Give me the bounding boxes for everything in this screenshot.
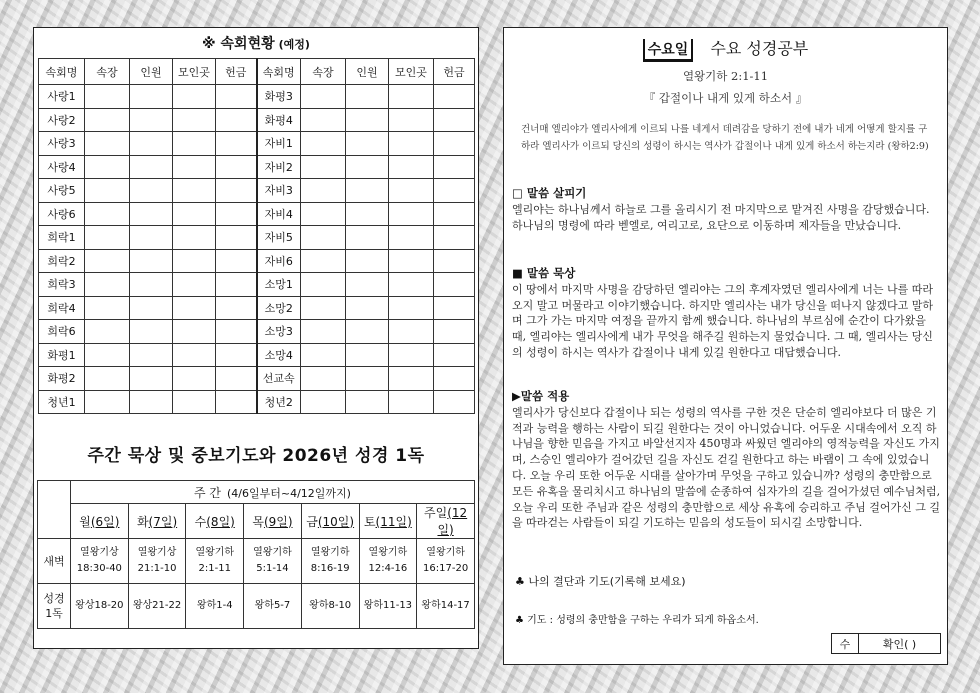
group-name: 사랑4 [39,155,85,179]
roster-entry-cell[interactable] [346,273,389,297]
roster-entry-cell[interactable] [389,296,434,320]
day-header: 주일(12일) [417,504,475,539]
roster-row [39,296,475,320]
dawn-row [38,539,475,584]
roster-entry-cell[interactable] [389,226,434,250]
roster-entry-cell[interactable] [130,367,173,391]
roster-row [39,85,475,109]
roster-entry-cell[interactable] [346,155,389,179]
roster-entry-cell[interactable] [346,367,389,391]
roster-entry-cell[interactable] [301,179,346,203]
roster-entry-cell[interactable] [173,155,216,179]
group-name: 사랑5 [39,179,85,203]
roster-header-cell: 속장 [301,59,346,85]
roster-entry-cell[interactable] [130,273,173,297]
group-name: 자비5 [257,226,301,250]
section-body: 엘리사가 당신보다 갑절이나 되는 성령의 역사를 구한 것은 단순히 엘리야보다 더 많은 기적과 능력을 행하는 사람이 되길 원한다는 것이 아니었습니다. 어두운 시대속에서 오직 하나님을 향한 믿음을 가지고 바알선지자 450명과 싸웠던 엘리야의 영적능력을 자신도 가지며, 스승인 엘리야가 걸어갔던 길을 자신도 걷길 원한다고 하는 바램이 그 속에 있었습니다. 오늘 우리 또한 어두운 시대를 살아가며 무엇을 구하고 있습니까? 성령의 충만함으로 모든 유혹을 물리치시고 하나님의 말씀에 순종하여 십자가의 길을 걸어가셨던 예수님처럼, 오늘 우리 또한 주님과 같은 성령의 충만함으로 세상 유혹에 승리하고 주님 걸어가신 그 길을 따라걷는 사람들이 되길 기도하는 믿음의 성도들이 되시길 소망합니다. [512,405,941,530]
roster-row [39,132,475,156]
roster-entry-cell[interactable] [346,179,389,203]
study-header [504,36,947,62]
roster-entry-cell[interactable] [173,179,216,203]
group-name: 화평4 [257,108,301,132]
roster-entry-cell[interactable] [301,202,346,226]
group-name: 자비2 [257,155,301,179]
group-name: 화평2 [39,367,85,391]
roster-entry-cell[interactable] [301,296,346,320]
roster-entry-cell[interactable] [130,85,173,109]
roster-entry-cell[interactable] [216,155,257,179]
roster-row [39,179,475,203]
week-period: 주 간 (4/6일부터~4/12일까지) [71,481,475,504]
roster-entry-cell[interactable] [130,390,173,414]
group-name: 사랑1 [39,85,85,109]
roster-entry-cell[interactable] [216,320,257,344]
roster-entry-cell[interactable] [346,390,389,414]
section-heading: ■ 말씀 묵상 [512,266,576,280]
roster-row [39,367,475,391]
roster-entry-cell[interactable] [216,249,257,273]
roster-row [39,320,475,344]
bible-reading: 왕하14-17 [417,584,475,629]
section-observe [512,186,942,233]
roster-entry-cell[interactable] [301,155,346,179]
prayer-line: ♣ 기도 : 성령의 충만함을 구하는 우리가 되게 하옵소서. [515,615,759,626]
group-name: 자비6 [257,249,301,273]
group-name: 희락1 [39,226,85,250]
day-header: 수(8일) [186,504,244,539]
roster-header-cell: 헌금 [216,59,257,85]
roster-entry-cell[interactable] [130,108,173,132]
roster-entry-cell[interactable] [434,179,475,203]
roster-entry-cell[interactable] [434,132,475,156]
roster-row [39,273,475,297]
left-page [33,27,479,649]
roster-row [39,390,475,414]
section-apply [512,389,942,531]
roster-entry-cell[interactable] [389,202,434,226]
roster-table [38,58,475,414]
roster-entry-cell[interactable] [85,108,130,132]
roster-entry-cell[interactable] [173,202,216,226]
roster-entry-cell[interactable] [130,202,173,226]
roster-entry-cell[interactable] [346,202,389,226]
roster-entry-cell[interactable] [216,85,257,109]
bible-reading: 왕하11-13 [359,584,417,629]
dawn-reading: 열왕기상 18:30-40 [71,539,129,584]
roster-header-cell: 헌금 [434,59,475,85]
section-heading: ▶말씀 적용 [512,389,570,403]
roster-entry-cell[interactable] [434,390,475,414]
bible-reading: 왕하5-7 [244,584,302,629]
confirm-label: 수 [832,634,859,653]
roster-title: ※ 속회현황 (예정) [202,36,310,52]
confirm-field[interactable]: 확인( ) [882,637,917,651]
roster-entry-cell[interactable] [434,367,475,391]
roster-header-cell: 인원 [346,59,389,85]
roster-entry-cell[interactable] [216,390,257,414]
roster-entry-cell[interactable] [130,343,173,367]
roster-entry-cell[interactable] [434,273,475,297]
roster-entry-cell[interactable] [85,343,130,367]
group-name: 화평3 [257,85,301,109]
roster-entry-cell[interactable] [130,155,173,179]
group-name: 소망2 [257,296,301,320]
day-header: 목(9일) [244,504,302,539]
group-name: 희락3 [39,273,85,297]
group-name: 소망4 [257,343,301,367]
bible-reading: 왕상21-22 [128,584,186,629]
roster-entry-cell[interactable] [389,85,434,109]
roster-entry-cell[interactable] [434,296,475,320]
roster-entry-cell[interactable] [216,343,257,367]
roster-header-cell: 속장 [85,59,130,85]
roster-entry-cell[interactable] [130,226,173,250]
roster-row [39,155,475,179]
roster-entry-cell[interactable] [346,343,389,367]
roster-entry-cell[interactable] [389,249,434,273]
roster-entry-cell[interactable] [346,296,389,320]
roster-entry-cell[interactable] [434,202,475,226]
roster-entry-cell[interactable] [389,179,434,203]
group-name: 소망1 [257,273,301,297]
right-page [503,27,948,665]
confirm-box [831,633,941,654]
study-title: 수요 성경공부 [710,39,809,58]
roster-row [39,226,475,250]
roster-entry-cell[interactable] [301,85,346,109]
roster-entry-cell[interactable] [216,108,257,132]
dawn-reading: 열왕기상 21:1-10 [128,539,186,584]
roster-row [39,249,475,273]
dawn-reading: 열왕기하 5:1-14 [244,539,302,584]
group-name: 사랑6 [39,202,85,226]
roster-row [39,343,475,367]
day-header: 화(7일) [128,504,186,539]
roster-entry-cell[interactable] [389,273,434,297]
roster-header-cell: 인원 [130,59,173,85]
wednesday-badge: 수요일 [643,39,694,62]
bible-reading: 왕하1-4 [186,584,244,629]
group-name: 희락6 [39,320,85,344]
bible-row [38,584,475,629]
roster-entry-cell[interactable] [173,390,216,414]
roster-entry-cell[interactable] [85,226,130,250]
dawn-reading: 열왕기하 8:16-19 [301,539,359,584]
roster-title-sub: (예정) [278,38,310,51]
group-name: 사랑2 [39,108,85,132]
day-header: 금(10일) [301,504,359,539]
section-meditate [512,266,942,361]
roster-entry-cell[interactable] [346,249,389,273]
dawn-reading: 열왕기하 12:4-16 [359,539,417,584]
roster-entry-cell[interactable] [301,108,346,132]
week-days-row [38,504,475,539]
roster-entry-cell[interactable] [389,132,434,156]
dawn-reading: 열왕기하 16:17-20 [417,539,475,584]
roster-entry-cell[interactable] [85,390,130,414]
group-name: 희락4 [39,296,85,320]
group-name: 사랑3 [39,132,85,156]
roster-entry-cell[interactable] [173,226,216,250]
group-name: 자비1 [257,132,301,156]
roster-header-row [39,59,475,85]
roster-entry-cell[interactable] [301,367,346,391]
roster-header-cell: 속회명 [39,59,85,85]
section-heading: □ 말씀 살피기 [512,186,587,200]
key-verse: 건너매 엘리야가 엘리사에게 이르되 나를 네게서 데려감을 당하기 전에 내가 네게 어떻게 할지를 구하라 엘리사가 이르되 당신의 성령이 하시는 역사가 갑절이나 내게 있게 하소서 하는지라 (왕하2:9) [521,124,929,152]
roster-entry-cell[interactable] [434,155,475,179]
roster-entry-cell[interactable] [434,85,475,109]
roster-entry-cell[interactable] [301,132,346,156]
group-name: 자비3 [257,179,301,203]
roster-entry-cell[interactable] [346,320,389,344]
roster-entry-cell[interactable] [216,367,257,391]
roster-entry-cell[interactable] [216,202,257,226]
bible-label: 성경 1독 [38,584,71,629]
group-name: 화평1 [39,343,85,367]
roster-entry-cell[interactable] [301,226,346,250]
roster-entry-cell[interactable] [216,296,257,320]
roster-entry-cell[interactable] [85,273,130,297]
roster-entry-cell[interactable] [434,249,475,273]
roster-entry-cell[interactable] [130,179,173,203]
roster-entry-cell[interactable] [216,226,257,250]
roster-entry-cell[interactable] [346,132,389,156]
roster-row [39,108,475,132]
roster-entry-cell[interactable] [216,179,257,203]
roster-entry-cell[interactable] [173,343,216,367]
dawn-label: 새벽 [38,539,71,584]
group-name: 소망3 [257,320,301,344]
roster-entry-cell[interactable] [85,202,130,226]
roster-entry-cell[interactable] [301,273,346,297]
group-name: 희락2 [39,249,85,273]
roster-entry-cell[interactable] [301,390,346,414]
roster-entry-cell[interactable] [173,273,216,297]
bible-reading: 왕상18-20 [71,584,129,629]
roster-entry-cell[interactable] [389,367,434,391]
roster-entry-cell[interactable] [389,155,434,179]
roster-entry-cell[interactable] [173,320,216,344]
roster-entry-cell[interactable] [434,320,475,344]
scripture-passage: 열왕기하 2:1-11 [682,69,769,83]
roster-entry-cell[interactable] [389,343,434,367]
roster-entry-cell[interactable] [173,85,216,109]
roster-entry-cell[interactable] [434,108,475,132]
roster-entry-cell[interactable] [173,108,216,132]
roster-entry-cell[interactable] [173,249,216,273]
roster-entry-cell[interactable] [85,296,130,320]
weekly-title: 주간 묵상 및 중보기도와 2026년 성경 1독 [87,446,425,466]
roster-header-cell: 모인곳 [173,59,216,85]
roster-entry-cell[interactable] [346,85,389,109]
roster-entry-cell[interactable] [173,296,216,320]
roster-header-cell: 모인곳 [389,59,434,85]
corner-cell [38,481,71,539]
roster-entry-cell[interactable] [85,155,130,179]
roster-entry-cell[interactable] [173,132,216,156]
group-name: 선교속 [257,367,301,391]
day-header: 토(11일) [359,504,417,539]
roster-entry-cell[interactable] [301,320,346,344]
roster-entry-cell[interactable] [85,249,130,273]
roster-entry-cell[interactable] [389,390,434,414]
roster-entry-cell[interactable] [301,249,346,273]
roster-entry-cell[interactable] [434,226,475,250]
dawn-reading: 열왕기하 2:1-11 [186,539,244,584]
roster-header-cell: 속회명 [257,59,301,85]
bible-reading: 왕하8-10 [301,584,359,629]
weekly-table [37,480,475,629]
group-name: 자비4 [257,202,301,226]
group-name: 청년2 [257,390,301,414]
roster-entry-cell[interactable] [130,132,173,156]
roster-entry-cell[interactable] [346,226,389,250]
sermon-theme: 『 갑절이나 내게 있게 하소서 』 [643,91,808,105]
roster-entry-cell[interactable] [389,108,434,132]
roster-entry-cell[interactable] [85,132,130,156]
roster-entry-cell[interactable] [85,320,130,344]
roster-entry-cell[interactable] [216,132,257,156]
decision-prompt: ♣ 나의 결단과 기도(기록해 보세요) [515,575,686,588]
roster-row [39,202,475,226]
group-name: 청년1 [39,390,85,414]
roster-entry-cell[interactable] [216,273,257,297]
roster-entry-cell[interactable] [389,320,434,344]
roster-entry-cell[interactable] [173,367,216,391]
roster-entry-cell[interactable] [346,108,389,132]
roster-entry-cell[interactable] [301,343,346,367]
roster-entry-cell[interactable] [85,85,130,109]
roster-entry-cell[interactable] [85,367,130,391]
roster-entry-cell[interactable] [130,296,173,320]
roster-entry-cell[interactable] [434,343,475,367]
section-body: 엘리야는 하나님께서 하늘로 그를 올리시기 전 마지막으로 맡겨진 사명을 감당했습니다. 하나님의 명령에 따라 벧엘로, 여리고로, 요단으로 이동하며 제자들을 만났습니다. [512,202,930,232]
roster-entry-cell[interactable] [130,249,173,273]
roster-entry-cell[interactable] [130,320,173,344]
roster-entry-cell[interactable] [85,179,130,203]
day-header: 월(6일) [71,504,129,539]
section-body: 이 땅에서 마지막 사명을 감당하던 엘리야는 그의 후계자였던 엘리사에게 너는 나를 따라오지 말고 머물라고 이야기했습니다. 하지만 엘리사는 내가 당신을 떠나지 않겠다고 말하며 그가 가는 마지막 여정을 끝까지 함께 했습니다. 하나님의 부르심에 순간이 다가왔을 때, 엘리야는 엘리사에게 내가 무엇을 해주길 원하는지 물었습니다. 그 때, 엘리사는 당신의 성령이 하시는 역사가 갑절이나 내게 있길 원한다고 대답했습니다. [512,282,933,359]
